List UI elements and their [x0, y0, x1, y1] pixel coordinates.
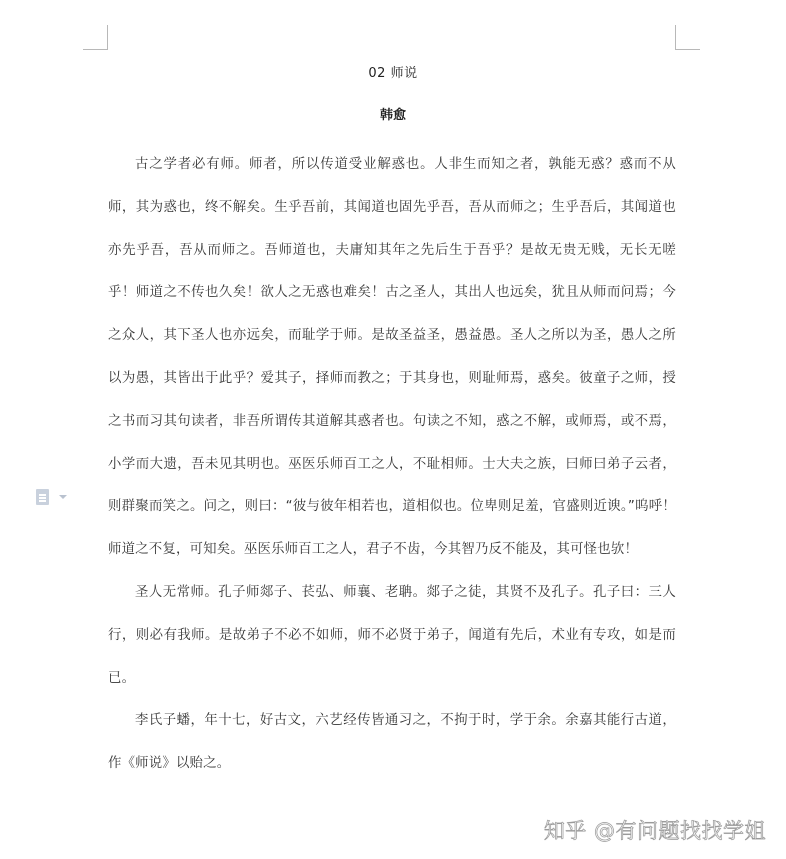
document-title: 02 师说	[368, 66, 418, 81]
document-body	[108, 144, 676, 786]
watermark: 知乎 @有问题找找学姐	[543, 819, 766, 843]
paragraph-3: 李氏子蟠，年十七，好古文，六艺经传皆通习之，不拘于时，学于余。余嘉其能行古道，作《师说》以贻之。	[108, 713, 676, 772]
document-comment-icon	[36, 489, 49, 505]
chevron-down-icon	[59, 495, 67, 499]
document-comment-button[interactable]	[36, 487, 72, 507]
paragraph-2: 圣人无常师。孔子师郯子、苌弘、师襄、老聃。郯子之徒，其贤不及孔子。孔子曰：三人行，则必有我师。是故弟子不必不如师，师不必贤于弟子，闻道有先后，术业有专攻，如是而已。	[108, 584, 676, 686]
paragraph-1: 古之学者必有师。师者，所以传道受业解惑也。人非生而知之者，孰能无惑？惑而不从师，其为惑也，终不解矣。生乎吾前，其闻道也固先乎吾，吾从而师之；生乎吾后，其闻道也亦先乎吾，吾从而师之。吾师道也，夫庸知其年之先后生于吾乎？是故无贵无贱，无长无嗟乎！师道之不传也久矣！欲人之无惑也难矣！古之圣人，其出人也远矣，犹且从师而问焉；今之众人，其下圣人也亦远矣，而耻学于师。是故圣益圣，愚益愚。圣人之所以为圣，愚人之所以为愚，其皆出于此乎？爱其子，择师而教之；于其身也，则耻师焉，惑矣。彼童子之师，授之书而习其句读者，非吾所谓传其道解其惑者也。句读之不知，惑之不解，或师焉，或不焉，小学而大遗，吾未见其明也。巫医乐师百工之人，不耻相师。士大夫之族，曰师曰弟子云者，则群聚而笑之。问之，则曰：“彼与彼年相若也，道相似也。位卑则足羞，官盛则近谀。”呜呼！师道之不复，可知矣。巫医乐师百工之人，君子不齿，今其智乃反不能及，其可怪也欤！	[108, 157, 676, 558]
crop-mark-top-right	[675, 25, 700, 50]
document-author: 韩愈	[379, 108, 406, 123]
crop-mark-top-left	[83, 25, 108, 50]
